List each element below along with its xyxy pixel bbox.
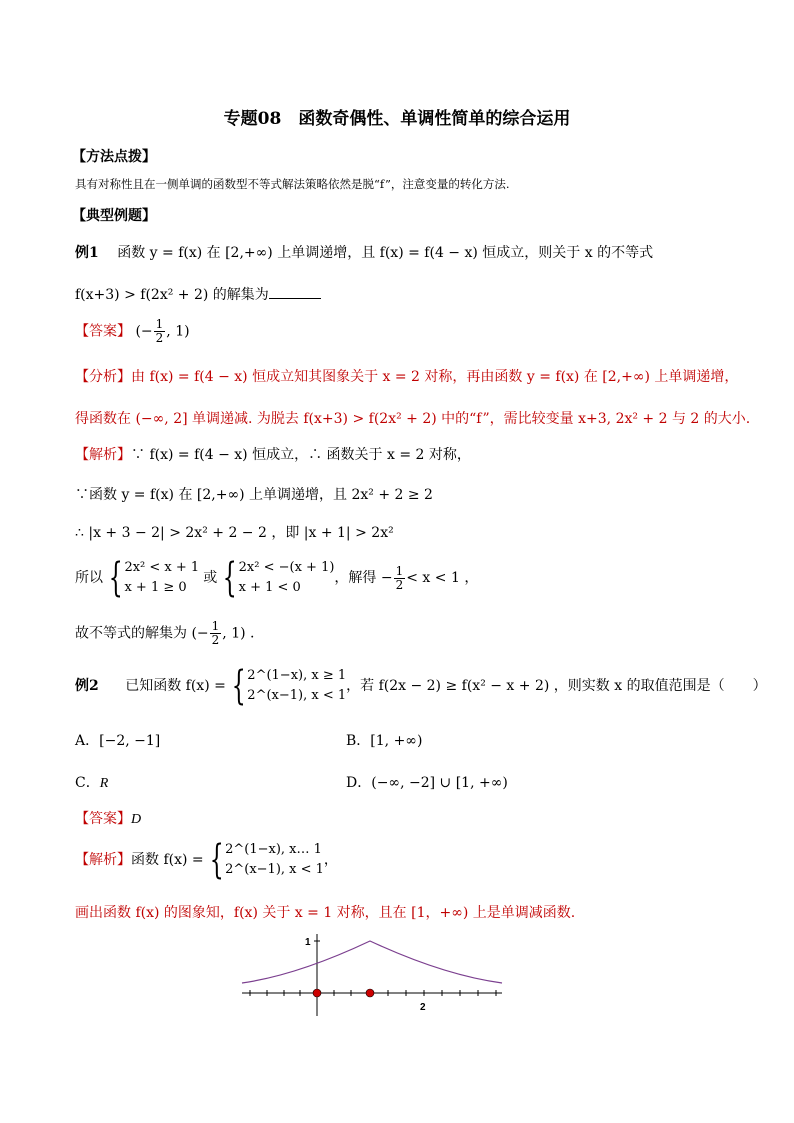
system-2-row-1: 2x² < −(x + 1) — [238, 560, 335, 575]
left-brace-icon: { — [231, 663, 246, 709]
example1-stem-a: 函数 y = f(x) 在 [2,+∞) 上单调递增，且 f(x) = f(4 − x) 恒成立，则关于 x 的不等式 — [117, 245, 654, 261]
solution-so: 所以 — [75, 570, 103, 586]
example2-answer-value: D — [131, 812, 142, 827]
analysis-text-1: 由 f(x) = f(4 − x) 恒成立知其图象关于 x = 2 对称，再由函数 y = f(x) 在 [2,+∞) 上单调递增， — [131, 369, 739, 385]
left-brace-icon: { — [108, 555, 123, 601]
analysis-label: 【分析】 — [75, 369, 131, 385]
fraction-numerator: 1 — [155, 317, 164, 331]
example2-stem-suffix: ，若 f(2x − 2) ≥ f(x² − x + 2) ，则实数 x 的取值范围是（ ） — [346, 678, 767, 694]
solution-label: 【解析】 — [75, 852, 131, 868]
system-1 — [124, 558, 199, 598]
solution-solve-text: ，解得 − — [334, 570, 393, 586]
example1-solution-line4 — [75, 555, 479, 601]
option-b-text: [1, +∞) — [370, 733, 423, 749]
page-title: 专题08 函数奇偶性、单调性简单的综合运用 — [223, 109, 571, 129]
piecewise-case-2: 2^(x−1), x < 1 — [225, 862, 324, 877]
solution-text-1: ∵ f(x) = f(4 − x) 恒成立，∴ 函数关于 x = 2 对称， — [131, 447, 471, 463]
solution-fraction — [394, 565, 406, 592]
option-b-key: B． — [346, 733, 371, 749]
left-brace-icon: { — [222, 555, 237, 601]
example1-solution-line1 — [75, 444, 471, 464]
example1-answer — [75, 318, 190, 345]
answer-prefix: (− — [135, 323, 153, 340]
example1-solution-line3: ∴ |x + 3 − 2| > 2x² + 2 − 2 ，即 |x + 1| > 2x² — [75, 525, 394, 541]
option-c-text: R — [99, 776, 109, 791]
option-d-text: (−∞, −2] ∪ [1, +∞) — [371, 775, 508, 791]
solution-range: < x < 1 ， — [406, 570, 479, 586]
analysis-text-2: 得函数在 (−∞, 2] 单调递减. 为脱去 f(x+3) > f(2x² + 2) 中的“f”，需比较变量 x+3, 2x² + 2 与 2 的大小. — [75, 411, 751, 427]
piecewise-case-1: 2^(1−x), x ≥ 1 — [247, 668, 347, 683]
section-method-heading: 【方法点拨】 — [72, 149, 156, 165]
solution-or: 或 — [203, 570, 218, 586]
method-text: 具有对称性且在一侧单调的函数型不等式解法策略依然是脱“f”，注意变量的转化方法. — [75, 177, 510, 191]
system-2-row-2: x + 1 < 0 — [238, 580, 301, 595]
example2-solution-suffix: ， — [323, 852, 338, 868]
fraction-denominator: 2 — [211, 633, 220, 647]
example2-label: 例2 — [75, 678, 99, 694]
example1-stem-line2 — [75, 284, 321, 304]
option-d[interactable] — [346, 772, 508, 792]
example2-piecewise — [247, 666, 346, 706]
system-1-row-2: x + 1 ≥ 0 — [124, 580, 187, 595]
left-brace-icon: { — [209, 837, 224, 883]
fraction-denominator: 2 — [155, 331, 164, 345]
option-a-text: [−2, −1] — [99, 733, 161, 749]
example2-solution-line1 — [75, 837, 338, 883]
example1-analysis-line2 — [75, 408, 750, 428]
option-c-key: C． — [75, 775, 100, 791]
option-d-key: D． — [346, 775, 372, 791]
section-typical-heading: 【典型例题】 — [72, 208, 156, 224]
example2-solution-prefix: 函数 f(x) = — [131, 852, 204, 868]
example2-solution-line2: 画出函数 f(x) 的图象知，f(x) 关于 x = 1 对称，且在 [1，+∞) 上是单调减函数. — [75, 905, 576, 921]
point-x1 — [366, 989, 374, 997]
solution-final-suffix: , 1) . — [222, 625, 255, 642]
fraction-numerator: 1 — [395, 563, 404, 578]
example1-analysis-line1 — [75, 366, 738, 386]
answer-label: 【答案】 — [75, 811, 131, 827]
example1-label: 例1 — [75, 245, 99, 261]
answer-label: 【答案】 — [75, 323, 131, 340]
point-origin — [313, 989, 321, 997]
answer-fraction — [154, 318, 166, 345]
example2-stem — [75, 663, 767, 709]
solution-label: 【解析】 — [75, 447, 131, 463]
function-curve — [242, 941, 502, 983]
x-tick-label: 2 — [420, 1002, 426, 1013]
option-c[interactable] — [75, 772, 108, 792]
fraction-numerator: 1 — [211, 619, 220, 633]
example2-solution-piecewise — [225, 840, 324, 880]
fraction-denominator: 2 — [395, 577, 404, 592]
y-tick-label: 1 — [305, 937, 311, 948]
example2-answer — [75, 808, 141, 828]
option-a[interactable] — [75, 730, 160, 750]
option-a-key: A． — [75, 733, 100, 749]
piecewise-case-2: 2^(x−1), x < 1 — [247, 688, 347, 703]
system-1-row-1: 2x² < x + 1 — [124, 560, 200, 575]
example2-stem-prefix: 已知函数 f(x) = — [125, 678, 226, 694]
solution-final-fraction — [210, 620, 222, 647]
solution-final-prefix: 故不等式的解集为 (− — [75, 625, 209, 642]
example1-stem-line1 — [75, 242, 653, 262]
system-2 — [239, 558, 335, 598]
option-b[interactable] — [346, 730, 422, 750]
example1-solution-line5 — [75, 620, 254, 647]
answer-blank — [269, 284, 321, 299]
answer-suffix: , 1) — [166, 323, 190, 340]
example1-stem-b: f(x+3) > f(2x² + 2) 的解集为 — [75, 287, 269, 303]
function-graph — [238, 930, 508, 1022]
example1-solution-line2: ∵函数 y = f(x) 在 [2,+∞) 上单调递增，且 2x² + 2 ≥ 2 — [75, 487, 433, 503]
piecewise-case-1: 2^(1−x), x… 1 — [225, 842, 322, 857]
